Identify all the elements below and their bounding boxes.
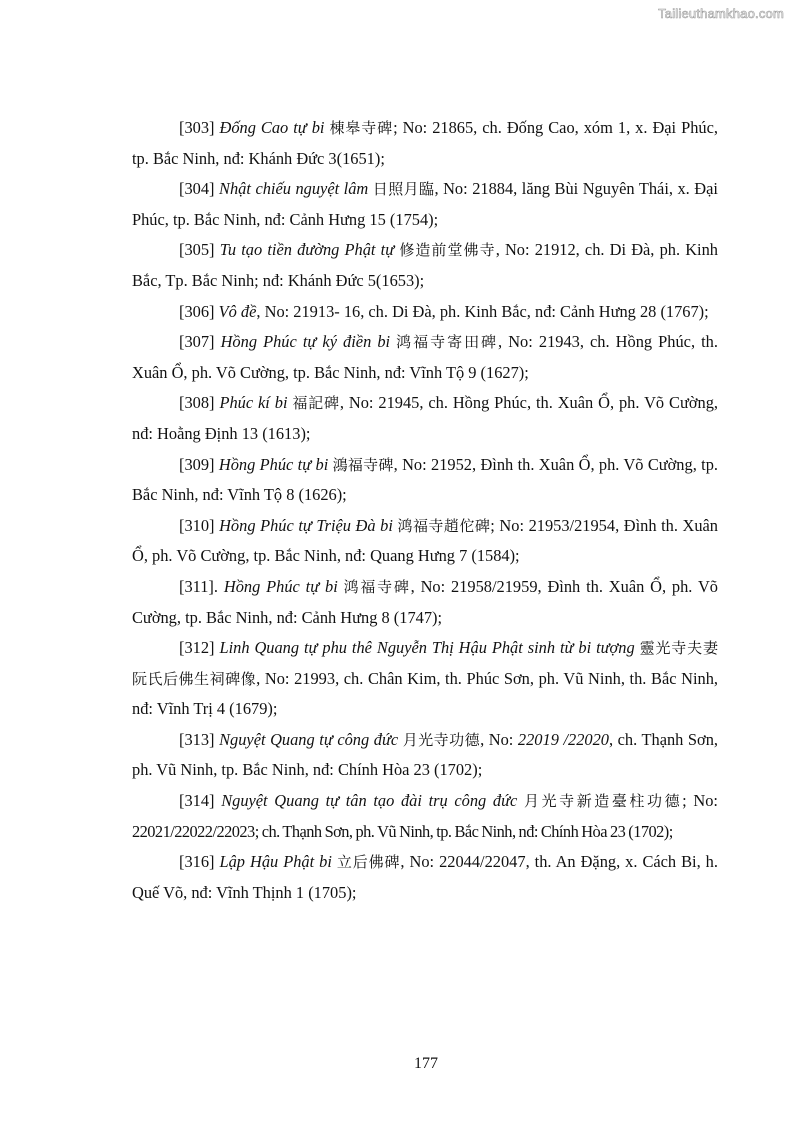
entry-title: Linh Quang tự phu thê Nguyễn Thị Hậu Phật sinh từ bi tượng xyxy=(219,638,635,658)
list-item xyxy=(132,113,718,174)
entry-han-title: 鸿福寺碑 xyxy=(343,577,411,596)
entry-id: [313] xyxy=(179,729,215,749)
list-item xyxy=(132,297,718,328)
entry-id: [314] xyxy=(179,791,215,811)
list-item xyxy=(132,725,718,786)
entry-details: , No: 21993, ch. Chân Kim, th. Phúc Sơn, ph. Vũ Ninh, th. Bắc Ninh, nđ: Vĩnh Trị 4 (1679); xyxy=(132,668,718,719)
entry-title: Phúc kí bi xyxy=(219,393,288,413)
entry-id: [310] xyxy=(179,515,215,535)
entry-details: , No: 21952, Đình th. Xuân Ổ, ph. Võ Cường, tp. Bắc Ninh, nđ: Vĩnh Tộ 8 (1626); xyxy=(132,454,718,505)
entry-details: 22021/22022/22023; ch. Thạnh Sơn, ph. Vũ Ninh, tp. Bắc Ninh, nđ: Chính Hòa 23 (1702); xyxy=(132,821,673,841)
entry-id: [316] xyxy=(179,852,215,872)
entry-title: Nhật chiếu nguyệt lâm xyxy=(219,179,369,199)
entry-id: [309] xyxy=(179,454,215,474)
entry-title: Hồng Phúc tự bi xyxy=(218,454,329,474)
list-item xyxy=(132,633,718,725)
entry-id: [304] xyxy=(179,179,215,199)
entry-title: Hồng Phúc tự bi xyxy=(223,576,338,596)
entry-han-title: 月光寺新造臺柱功德 xyxy=(524,792,683,811)
entry-id: [306] xyxy=(179,301,215,321)
entry-id: [305] xyxy=(179,240,215,260)
list-item xyxy=(132,786,718,847)
entry-han-title: 鴻福寺碑 xyxy=(332,455,394,474)
entry-id: [303] xyxy=(179,118,215,137)
watermark: Tailieuthamkhao.com xyxy=(658,6,784,21)
entry-han-title: 日照月臨 xyxy=(372,180,435,199)
entry-id: [312] xyxy=(179,638,215,658)
entry-details-prefix: ; No: xyxy=(682,791,718,811)
entry-details: , No: 21958/21959, Đình th. Xuân Ổ, ph. Võ Cường, tp. Bắc Ninh, nđ: Cảnh Hưng 8 (1747); xyxy=(132,576,718,627)
entry-han-title: 靈光寺夫妻阮氏后佛生祠碑像 xyxy=(132,639,718,688)
list-item xyxy=(132,847,718,908)
entry-title: Nguyệt Quang tự tân tạo đài trụ công đức xyxy=(221,791,518,811)
entry-details: , No: 22044/22047, th. An Đặng, x. Cách Bi, h. Quế Võ, nđ: Vĩnh Thịnh 1 (1705); xyxy=(132,852,718,902)
entry-han-title: 棟皋寺碑 xyxy=(329,119,394,137)
list-item xyxy=(132,572,718,633)
entry-title: Tu tạo tiền đường Phật tự xyxy=(219,240,395,260)
entry-details-prefix: , No: xyxy=(480,729,518,749)
list-item xyxy=(132,235,718,296)
entry-title: Hồng Phúc tự ký điền bi xyxy=(220,332,391,352)
entry-title: Nguyệt Quang tự công đức xyxy=(219,729,399,749)
entry-details: , No: 21913- 16, ch. Di Đà, ph. Kinh Bắc, nđ: Cảnh Hưng 28 (1767); xyxy=(256,301,709,321)
entry-title: Lập Hậu Phật bi xyxy=(219,852,332,872)
entry-han-title: 月光寺功德 xyxy=(402,730,481,749)
entry-title: Đống Cao tự bi xyxy=(219,118,325,137)
list-item xyxy=(132,450,718,511)
entry-han-title: 鸿福寺寄田碑 xyxy=(396,333,499,352)
entry-han-title: 鸿福寺趙佗碑 xyxy=(397,516,491,535)
entry-number: 22019 /22020 xyxy=(517,729,609,749)
entry-title: Vô đề xyxy=(218,301,257,321)
entry-id: [307] xyxy=(179,332,215,352)
list-item xyxy=(132,174,718,235)
list-item xyxy=(132,327,718,388)
entry-details: , No: 21945, ch. Hồng Phúc, th. Xuân Ổ, ph. Võ Cường, nđ: Hoằng Định 13 (1613); xyxy=(132,393,718,443)
list-item xyxy=(132,388,718,449)
entry-details: ; No: 21865, ch. Đống Cao, xóm 1, x. Đại Phúc, tp. Bắc Ninh, nđ: Khánh Đức 3(1651); xyxy=(132,118,718,168)
entry-details: , No: 21912, ch. Di Đà, ph. Kinh Bắc, Tp. Bắc Ninh; nđ: Khánh Đức 5(1653); xyxy=(132,240,718,290)
entry-details: ; No: 21953/21954, Đình th. Xuân Ổ, ph. Võ Cường, tp. Bắc Ninh, nđ: Quang Hưng 7 (1584); xyxy=(132,515,718,566)
list-item xyxy=(132,511,718,572)
entry-han-title: 立后佛碑 xyxy=(336,853,401,872)
entry-details: , No: 21943, ch. Hồng Phúc, th. Xuân Ổ, ph. Võ Cường, tp. Bắc Ninh, nđ: Vĩnh Tộ 9 (1627); xyxy=(132,332,718,382)
entry-han-title: 修造前堂佛寺 xyxy=(399,241,496,260)
page-number: 177 xyxy=(414,1055,438,1072)
entry-id: [308] xyxy=(179,393,215,413)
bibliography-list xyxy=(132,113,718,908)
entry-id: [311]. xyxy=(179,576,218,596)
entry-han-title: 福記碑 xyxy=(292,394,340,413)
entry-title: Hồng Phúc tự Triệu Đà bi xyxy=(219,515,393,535)
entry-details: , No: 21884, lăng Bùi Nguyên Thái, x. Đại Phúc, tp. Bắc Ninh, nđ: Cảnh Hưng 15 (1754); xyxy=(132,179,718,229)
entry-details: , ch. Thạnh Sơn, ph. Vũ Ninh, tp. Bắc Ninh, nđ: Chính Hòa 23 (1702); xyxy=(132,729,718,780)
